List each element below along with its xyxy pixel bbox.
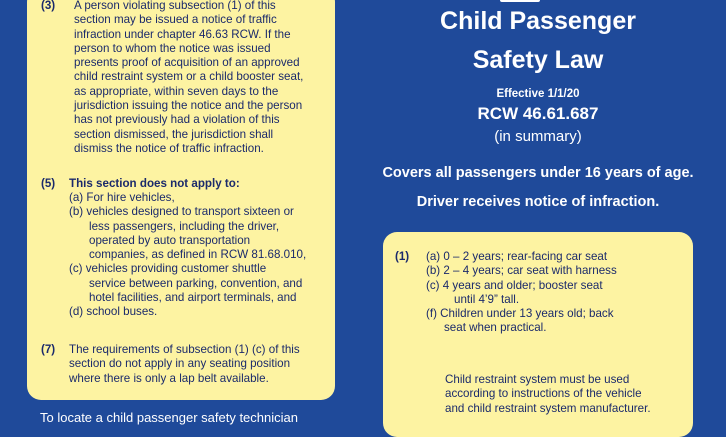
age-requirement-item: (b) 2 – 4 years; car seat with harness xyxy=(426,264,617,278)
restraint-note-line: according to instructions of the vehicle xyxy=(445,387,642,401)
section-3-line: as appropriate, within seven days to the xyxy=(74,84,279,98)
section-5-item: (d) school buses. xyxy=(69,305,158,319)
section-5-item: companies, as defined in RCW 81.68.010, xyxy=(89,248,307,262)
age-requirement-item: seat when practical. xyxy=(444,321,547,335)
section-3-line: jurisdiction issuing the notice and the person xyxy=(74,99,303,113)
restraint-note-line: Child restraint system must be used xyxy=(445,373,630,386)
section-3-line: section may be issued a notice of traffic xyxy=(74,13,277,27)
section-3-number: (3) xyxy=(41,0,56,12)
age-requirements-list xyxy=(426,250,617,336)
section-7-text xyxy=(69,343,300,386)
section-3-line: presents proof of acquisition of an approved xyxy=(74,56,300,70)
section-5-heading: This section does not apply to: xyxy=(69,177,240,190)
driver-text: Driver receives notice of infraction. xyxy=(416,194,660,210)
summary-label: (in summary) xyxy=(494,128,582,145)
title-fragment xyxy=(500,0,540,2)
section-5-item: (b) vehicles designed to transport sixteen or xyxy=(69,205,294,219)
section-3-line: person to whom the notice was issued xyxy=(74,41,271,55)
age-requirement-item: until 4’9” tall. xyxy=(454,292,520,306)
section-5-item: hotel facilities, and airport terminals, and xyxy=(89,291,297,305)
section-7-number: (7) xyxy=(41,343,56,356)
rcw-number: RCW 46.61.687 xyxy=(477,104,599,123)
effective-date: Effective 1/1/20 xyxy=(496,88,580,100)
section-5-item: service between parking, convention, and xyxy=(89,276,303,290)
section-1-number: (1) xyxy=(395,250,410,263)
law-text-panel-left xyxy=(27,0,335,400)
law-text-panel-right xyxy=(383,232,693,437)
age-requirement-item: (a) 0 – 2 years; rear-facing car seat xyxy=(426,250,608,263)
section-3-line: A person violating subsection (1) of this xyxy=(74,0,276,12)
title-line-1: Child Passenger xyxy=(440,7,636,35)
section-3-line: infraction under chapter 46.63 RCW. If the xyxy=(74,27,291,41)
section-7-line: section do not apply in any seating position xyxy=(69,357,291,371)
section-5-item: less passengers, including the driver, xyxy=(89,219,280,233)
section-3-line: child restraint system or a child booster seat, xyxy=(74,70,304,84)
section-3-line: has not previously had a violation of this xyxy=(74,113,280,127)
section-3-line: dismiss the notice of traffic infraction. xyxy=(74,141,264,155)
covers-text: Covers all passengers under 16 years of age. xyxy=(382,165,694,181)
section-5-item: (a) For hire vehicles, xyxy=(69,191,175,204)
title-line-2: Safety Law xyxy=(472,46,604,74)
section-3-line: section dismissed, the jurisdiction shall xyxy=(74,127,274,141)
age-requirement-item: (f) Children under 13 years old; back xyxy=(426,307,614,321)
section-5-number: (5) xyxy=(41,177,56,190)
section-5-item: operated by auto transportation xyxy=(89,233,251,247)
section-5-item: (c) vehicles providing customer shuttle xyxy=(69,262,267,276)
section-3-text xyxy=(74,0,303,156)
technician-locator-text: To locate a child passenger safety technician xyxy=(40,410,298,425)
section-7-line: The requirements of subsection (1) (c) of this xyxy=(69,343,300,356)
restraint-note xyxy=(445,373,651,416)
section-5-list xyxy=(69,191,306,320)
section-7-line: where there is only a lap belt available. xyxy=(69,371,269,385)
age-requirement-item: (c) 4 years and older; booster seat xyxy=(426,278,603,292)
restraint-note-line: and child restraint system manufacturer. xyxy=(445,401,651,415)
